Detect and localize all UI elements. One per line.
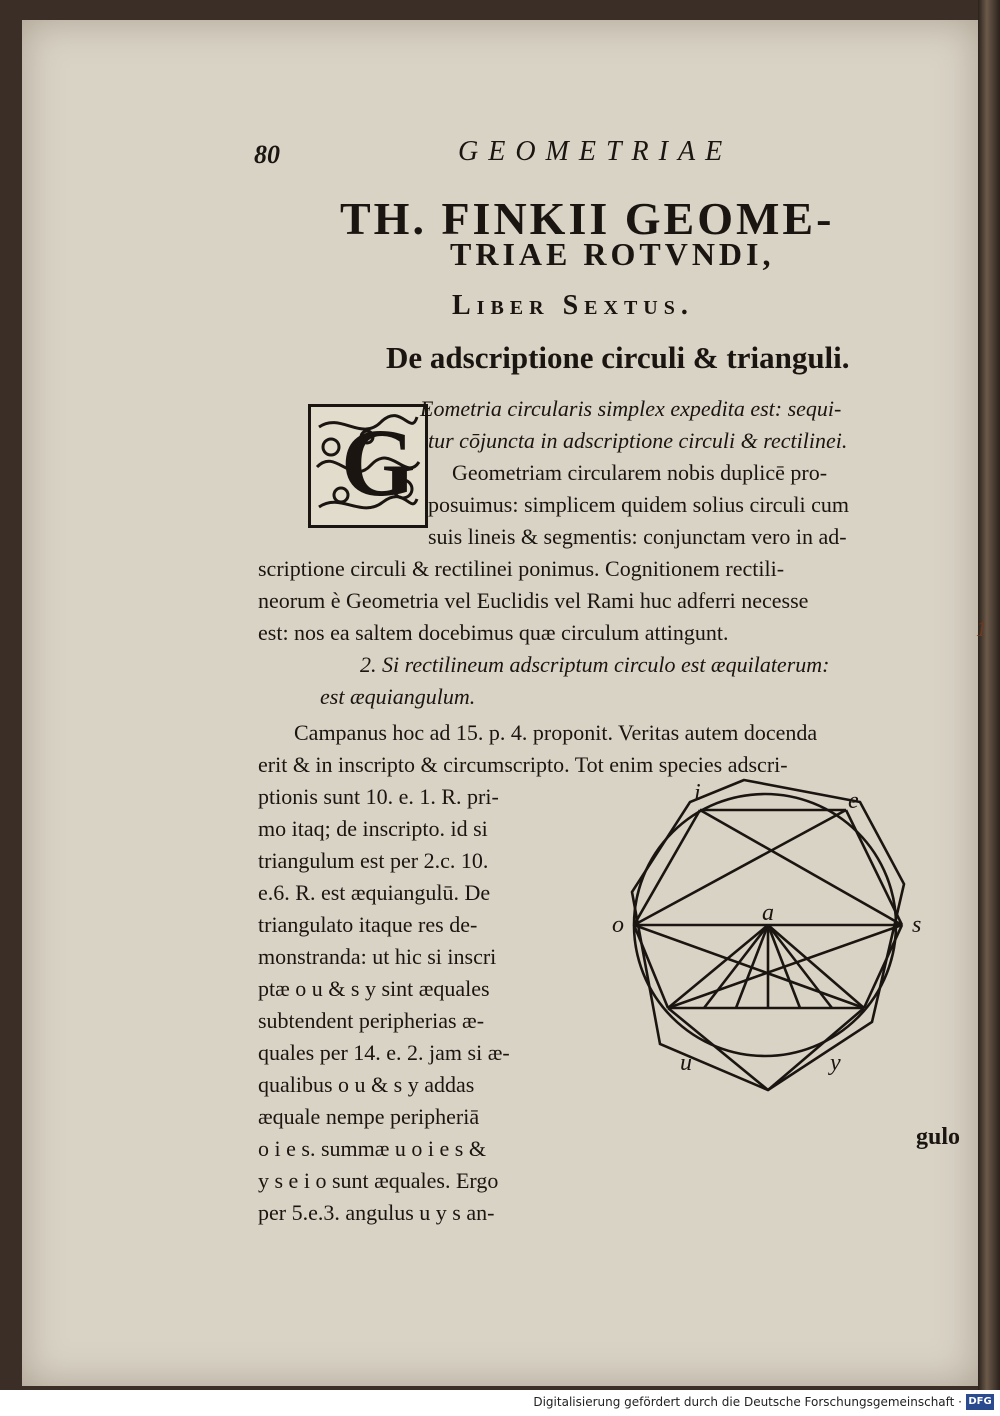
proposition-line: est æquiangulum. bbox=[320, 684, 476, 709]
book-title: Liber Sextus. bbox=[452, 290, 694, 321]
body-line: est: nos ea saltem docebimus quæ circulum attingunt. bbox=[258, 620, 729, 645]
book-edge bbox=[978, 0, 1000, 1390]
geometry-diagram bbox=[612, 772, 932, 1137]
margin-note: 1 bbox=[976, 616, 987, 641]
chapter-title: De adscriptione circuli & trianguli. bbox=[386, 340, 850, 375]
body-line: tur cōjuncta in adscriptione circuli & rectilinei. bbox=[428, 428, 848, 453]
decorated-initial bbox=[308, 404, 428, 528]
body-line: Campanus hoc ad 15. p. 4. proponit. Veritas autem docenda bbox=[294, 720, 818, 745]
label-a: a bbox=[762, 900, 774, 926]
proposition-line: 2. Si rectilineum adscriptum circulo est æquilaterum: bbox=[360, 652, 830, 677]
page-number: 80 bbox=[254, 140, 280, 169]
column-line: æquale nempe peripheriā bbox=[258, 1104, 480, 1129]
column-line: ptionis sunt 10. e. 1. R. pri- bbox=[258, 784, 499, 809]
column-line: e.6. R. est æquiangulū. De bbox=[258, 880, 491, 905]
column-line: y s e i o sunt æquales. Ergo bbox=[258, 1168, 499, 1193]
label-s: s bbox=[912, 912, 922, 938]
body-line: Geometriam circularem nobis duplicē pro- bbox=[452, 460, 828, 485]
column-line: o i e s. summæ u o i e s & bbox=[258, 1136, 486, 1161]
book-page bbox=[22, 20, 987, 1386]
column-line: triangulum est per 2.c. 10. bbox=[258, 848, 489, 873]
label-e: e bbox=[848, 788, 859, 814]
column-line: per 5.e.3. angulus u y s an- bbox=[258, 1200, 495, 1225]
running-head: GEOMETRIAE bbox=[458, 136, 733, 167]
body-line: Eometria circularis simplex expedita est: sequi- bbox=[420, 396, 842, 421]
body-line: neorum è Geometria vel Euclidis vel Rami huc adferri necesse bbox=[258, 588, 809, 613]
label-o: o bbox=[612, 912, 624, 938]
catchword: gulo bbox=[916, 1124, 961, 1150]
body-line: posuimus: simplicem quidem solius circuli cum bbox=[428, 492, 850, 517]
label-i: i bbox=[694, 780, 701, 806]
hexagon-circle-figure bbox=[612, 772, 932, 1132]
initial-letter: G bbox=[341, 409, 416, 516]
column-line: monstranda: ut hic si inscri bbox=[258, 944, 497, 969]
column-line: mo itaq; de inscripto. id si bbox=[258, 816, 488, 841]
column-line: subtendent peripherias æ- bbox=[258, 1008, 485, 1033]
column-line: quales per 14. e. 2. jam si æ- bbox=[258, 1040, 510, 1065]
label-y: y bbox=[830, 1050, 841, 1076]
body-line: suis lineis & segmentis: conjunctam vero in ad- bbox=[428, 524, 847, 549]
title-line-1: TH. FINKII GEOME- bbox=[340, 193, 835, 244]
column-line: triangulato itaque res de- bbox=[258, 912, 478, 937]
footer-bar bbox=[0, 1390, 1000, 1416]
body-line: erit & in inscripto & circumscripto. Tot enim species adscri- bbox=[258, 752, 788, 777]
title-line-2: TRIAE ROTVNDI, bbox=[450, 236, 775, 272]
label-u: u bbox=[680, 1050, 692, 1076]
column-line: qualibus o u & s y addas bbox=[258, 1072, 475, 1097]
footer-credit: Digitalisierung gefördert durch die Deutsche Forschungsgemeinschaft · bbox=[533, 1395, 962, 1409]
dfg-logo: DFG bbox=[966, 1394, 994, 1410]
body-line: scriptione circuli & rectilinei ponimus. Cognitionem rectili- bbox=[258, 556, 785, 581]
column-line: ptæ o u & s y sint æquales bbox=[258, 976, 490, 1001]
